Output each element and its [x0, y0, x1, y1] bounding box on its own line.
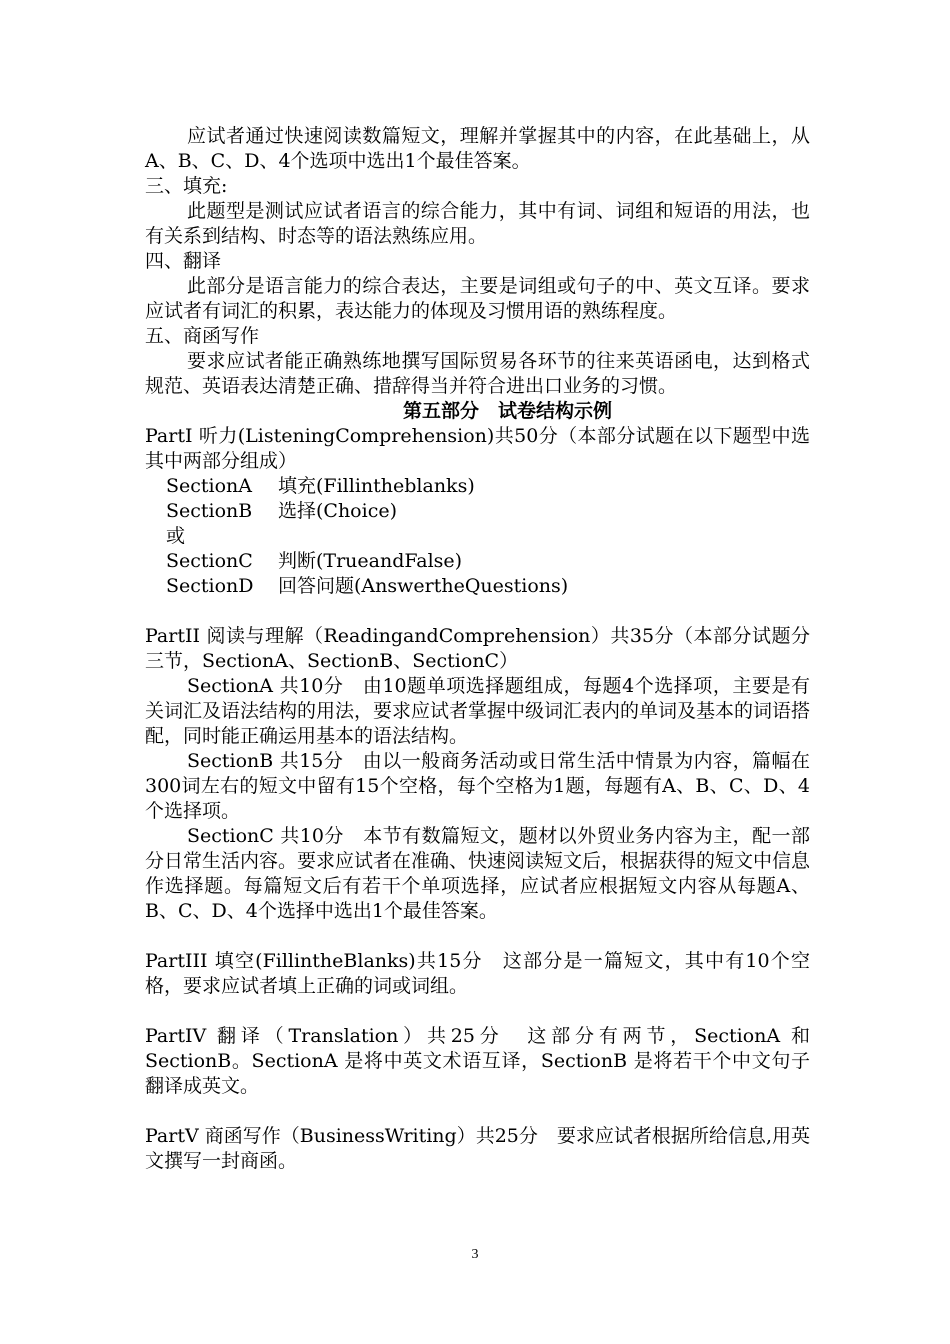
- section-title: 第五部分 试卷结构示例: [402, 400, 612, 422]
- page-number: 3: [471, 1247, 479, 1262]
- part1-intro: PartI 听力(ListeningComprehension)共50分（本部分试题在以下题型中选其中两部分组成）: [145, 425, 810, 472]
- section-label: SectionA: [166, 475, 253, 497]
- section-label: SectionC: [166, 550, 253, 572]
- part1-item: [145, 524, 810, 549]
- section-text: 填充(Fillintheblanks): [278, 475, 475, 497]
- spacer: [145, 599, 810, 624]
- part2-section-c: SectionC 共10分 本节有数篇短文，题材以外贸业务内容为主，配一部分日常生活内容。要求应试者在准确、快速阅读短文后，根据获得的短文中信息作选择题。每篇短文后有若干个单项选择，应试者应根据短文内容从每题A、B、C、D、4个选择中选出1个最佳答案。: [145, 825, 811, 922]
- paragraph-translation-desc: 此部分是语言能力的综合表达，主要是词组或句子的中、英文互译。要求应试者有词汇的积累，表达能力的体现及习惯用语的熟练程度。: [145, 275, 810, 322]
- section-label: 或: [166, 525, 186, 547]
- spacer: [145, 924, 810, 949]
- part1-item: [145, 574, 810, 599]
- spacer: [145, 1099, 810, 1124]
- part3-desc: PartIII 填空(FillintheBlanks)共15分 这部分是一篇短文，其中有10个空格，要求应试者填上正确的词或词组。: [145, 950, 810, 997]
- paragraph-writing-desc: 要求应试者能正确熟练地撰写国际贸易各环节的往来英语函电，达到格式规范、英语表达清楚正确、措辞得当并符合进出口业务的习惯。: [145, 350, 810, 397]
- part1-item: [145, 499, 810, 524]
- heading-writing: 五、商函写作: [145, 325, 260, 347]
- part4-desc: PartIV 翻译（Translation）共25分 这部分有两节，SectionA 和SectionB。SectionA 是将中英文术语互译，SectionB 是将若干个中文句子翻译成英文。: [145, 1025, 810, 1097]
- part1-item: [145, 549, 810, 574]
- section-text: 回答问题(AnswertheQuestions): [278, 575, 569, 597]
- section-label: SectionD: [166, 575, 254, 597]
- heading-translation: 四、翻译: [145, 250, 222, 272]
- paragraph-fill-desc: 此题型是测试应试者语言的综合能力，其中有词、词组和短语的用法，也有关系到结构、时态等的语法熟练应用。: [145, 200, 810, 247]
- part2-section-a: SectionA 共10分 由10题单项选择题组成，每题4个选择项，主要是有关词汇及语法结构的用法，要求应试者掌握中级词汇表内的单词及基本的词语搭配，同时能正确运用基本的语法结构。: [145, 675, 811, 747]
- part2-section-b: SectionB 共15分 由以一般商务活动或日常生活中情景为内容，篇幅在300词左右的短文中留有15个空格，每个空格为1题，每题有A、B、C、D、4个选择项。: [145, 750, 810, 822]
- heading-fill: 三、填充:: [145, 175, 228, 197]
- spacer: [145, 999, 810, 1024]
- part2-intro: PartII 阅读与理解（ReadingandComprehension）共35分（本部分试题分三节，SectionA、SectionB、SectionC）: [145, 625, 810, 672]
- section-label: SectionB: [166, 500, 253, 522]
- paragraph-reading-desc: 应试者通过快速阅读数篇短文，理解并掌握其中的内容，在此基础上，从A、B、C、D、4个选项中选出1个最佳答案。: [145, 125, 810, 172]
- part5-desc: PartV 商函写作（BusinessWriting）共25分 要求应试者根据所给信息,用英文撰写一封商函。: [145, 1125, 810, 1172]
- part1-item: [145, 474, 810, 499]
- section-text: 选择(Choice): [278, 500, 398, 522]
- document-body: [145, 124, 810, 1174]
- section-text: 判断(TrueandFalse): [278, 550, 463, 572]
